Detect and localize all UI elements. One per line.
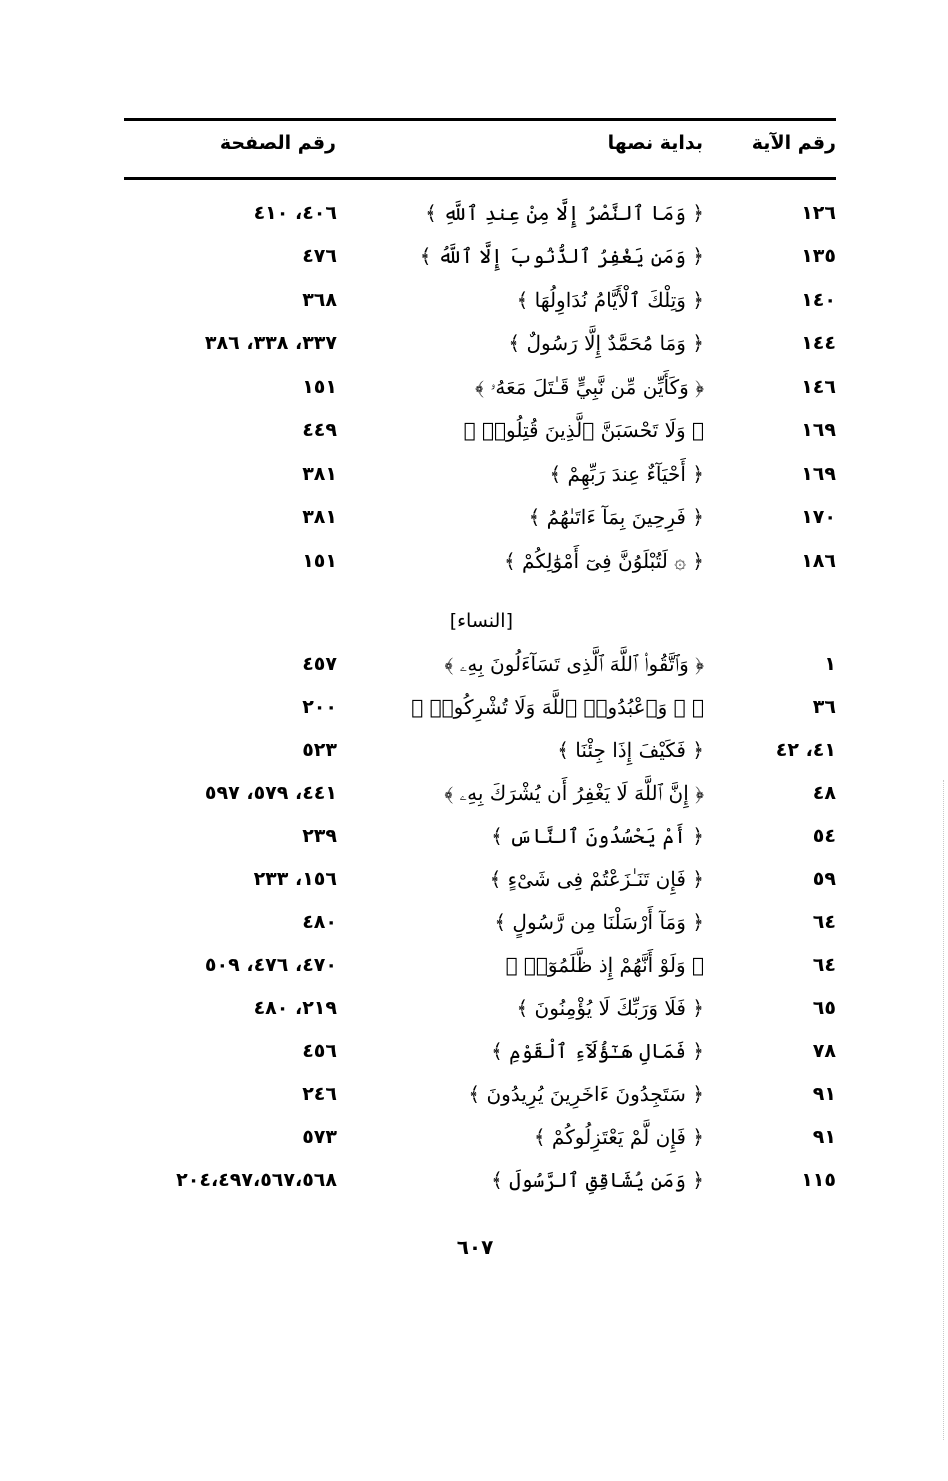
verse-text: ﴿ وَمَا ٱلنَّصْرُ إِلَّا مِنْ عِندِ ٱللَّهِ ﴾ [425, 201, 704, 225]
table-row [124, 859, 836, 899]
verse-number: ١٤٦ [801, 376, 836, 398]
page-references: ٤٨٠ [302, 911, 337, 933]
verse-text: ﴿ أَحْيَآءٌ عِندَ رَبِّهِمْ ﴾ [549, 462, 704, 486]
table-row [124, 945, 836, 985]
page-references: ٤٧٦ [302, 245, 337, 267]
verse-text: ﴿ أَمْ يَحْسُدُونَ ٱلنَّاسَ ﴾ [491, 824, 704, 848]
page-references: ٤٧٠، ٤٧٦، ٥٠٩ [204, 954, 337, 976]
verse-text: ﴿ وَلَوْ أَنَّهُمْ إِذ ظَّلَمُوٓا۟ ﴾ [505, 953, 704, 977]
header-verse-number: رقم الآية [751, 132, 836, 154]
verse-number: ١٣٥ [801, 245, 836, 267]
table-row [124, 280, 836, 320]
page-references: ٢٠٤،٤٩٧،٥٦٧،٥٦٨ [176, 1169, 337, 1191]
verse-text: ﴿ إِنَّ ٱللَّهَ لَا يَغْفِرُ أَن يُشْرَكَ بِهِۦ ﴾ [444, 781, 704, 805]
header-page-number: رقم الصفحة [219, 132, 336, 154]
verse-number: ٩١ [812, 1083, 836, 1105]
table-row [124, 367, 836, 407]
page-references: ٥٧٣ [302, 1126, 337, 1148]
table-header-rule [124, 177, 836, 180]
verse-text: ﴿ فَإِن لَّمْ يَعْتَزِلُوكُمْ ﴾ [533, 1125, 704, 1149]
table-row [124, 816, 836, 856]
page-references: ٣٨١ [302, 463, 337, 485]
verse-number: ١٦٩ [801, 419, 836, 441]
verse-number: ١١٥ [801, 1169, 836, 1191]
page-references: ١٥٦، ٢٣٣ [253, 868, 337, 890]
verse-number: ٤٨ [812, 782, 836, 804]
table-row [124, 644, 836, 684]
verse-text: ﴿ فَلَا وَرَبِّكَ لَا يُؤْمِنُونَ ﴾ [516, 996, 704, 1020]
verse-text: ﴿ ۞ وَٱعْبُدُوا۟ ٱللَّهَ وَلَا تُشْرِكُوا۟ ﴾ [411, 695, 704, 719]
table-row [124, 773, 836, 813]
page-references: ٢١٩، ٤٨٠ [253, 997, 337, 1019]
verse-number: ٤١، ٤٢ [775, 739, 836, 761]
table-row [124, 323, 836, 363]
table-row [124, 730, 836, 770]
page-references: ٤٥٦ [302, 1040, 337, 1062]
verse-number: ١٤٠ [801, 289, 836, 311]
table-row [124, 497, 836, 537]
verse-number: ٩١ [812, 1126, 836, 1148]
table-top-rule [124, 118, 836, 121]
table-row [124, 988, 836, 1028]
table-row [124, 1031, 836, 1071]
verse-text: ﴿ سَتَجِدُونَ ءَاخَرِينَ يُرِيدُونَ ﴾ [468, 1082, 704, 1106]
table-row [124, 454, 836, 494]
table-row [124, 193, 836, 233]
verse-number: ٦٥ [812, 997, 836, 1019]
page-number: ٦٠٧ [456, 1235, 494, 1259]
verse-number: ١٧٠ [801, 506, 836, 528]
page-references: ٣٣٧، ٣٣٨، ٣٨٦ [204, 332, 337, 354]
verse-text: ﴿ وَمَآ أَرْسَلْنَا مِن رَّسُولٍ ﴾ [494, 910, 704, 934]
header-text-start: بداية نصها [607, 132, 703, 154]
verse-number: ٦٤ [812, 911, 836, 933]
verse-number: ١ [824, 653, 836, 675]
page-references: ٥٢٣ [302, 739, 337, 761]
verse-number: ٧٨ [812, 1040, 836, 1062]
table-row [124, 1074, 836, 1114]
table-row [124, 1117, 836, 1157]
page-references: ٣٨١ [302, 506, 337, 528]
page-references: ٤٤٩ [302, 419, 337, 441]
page-references: ٢٠٠ [302, 696, 337, 718]
verse-text: ﴿ وَكَأَيِّن مِّن نَّبِيٍّ قَـٰتَلَ مَعَهُۥ ﴾ [475, 375, 704, 399]
verse-text: ﴿ وَمَا مُحَمَّدٌ إِلَّا رَسُولٌ ﴾ [508, 331, 704, 355]
verse-number: ١٦٩ [801, 463, 836, 485]
verse-number: ١٢٦ [801, 202, 836, 224]
verse-number: ٥٤ [812, 825, 836, 847]
page-references: ٢٣٩ [302, 825, 337, 847]
verse-text: ﴿ وَٱتَّقُوا۟ ٱللَّهَ ٱلَّذِى تَسَآءَلُونَ بِهِۦ ﴾ [444, 652, 704, 676]
verse-text: ﴿ وَتِلْكَ ٱلْأَيَّامُ نُدَاوِلُهَا ﴾ [516, 288, 704, 312]
page-references: ٤٤١، ٥٧٩، ٥٩٧ [204, 782, 337, 804]
scan-margin-artifact [941, 780, 944, 1440]
verse-text: ﴿ وَمَن يُشَاقِقِ ٱلرَّسُولَ ﴾ [491, 1168, 704, 1192]
verse-text: ﴿ وَلَا تَحْسَبَنَّ ٱلَّذِينَ قُتِلُوا۟ ﴾ [463, 418, 704, 442]
page-references: ٢٤٦ [302, 1083, 337, 1105]
verse-text: ﴿ فَمَالِ هَـٰٓؤُلَآءِ ٱلْقَوْمِ ﴾ [491, 1039, 704, 1063]
table-row [124, 541, 836, 581]
verse-number: ١٨٦ [801, 550, 836, 572]
verse-text: ﴿ فَرِحِينَ بِمَآ ءَاتَىٰهُمُ ﴾ [528, 505, 704, 529]
table-row [124, 236, 836, 276]
verse-text: ﴿ وَمَن يَغْفِرُ ٱلذُّنُوبَ إِلَّا ٱللَّهُ ﴾ [419, 244, 704, 268]
verse-number: ٥٩ [812, 868, 836, 890]
page-references: ٣٦٨ [302, 289, 337, 311]
verse-text: ﴿ فَكَيْفَ إِذَا جِئْنَا ﴾ [557, 738, 704, 762]
verse-number: ١٤٤ [801, 332, 836, 354]
verse-number: ٦٤ [812, 954, 836, 976]
page-references: ١٥١ [302, 550, 337, 572]
verse-number: ٣٦ [812, 696, 836, 718]
page-references: ٤٥٧ [302, 653, 337, 675]
verse-text: ﴿ ۞ لَتُبْلَوُنَّ فِىٓ أَمْوَٰلِكُمْ ﴾ [503, 549, 704, 573]
page-references: ١٥١ [302, 376, 337, 398]
page-references: ٤٠٦، ٤١٠ [253, 202, 337, 224]
section-title-an-nisa: [النساء] [449, 610, 513, 632]
table-row [124, 410, 836, 450]
verse-text: ﴿ فَإِن تَنَـٰزَعْتُمْ فِى شَىْءٍ ﴾ [489, 867, 704, 891]
table-row [124, 687, 836, 727]
table-row [124, 1160, 836, 1200]
table-row [124, 902, 836, 942]
